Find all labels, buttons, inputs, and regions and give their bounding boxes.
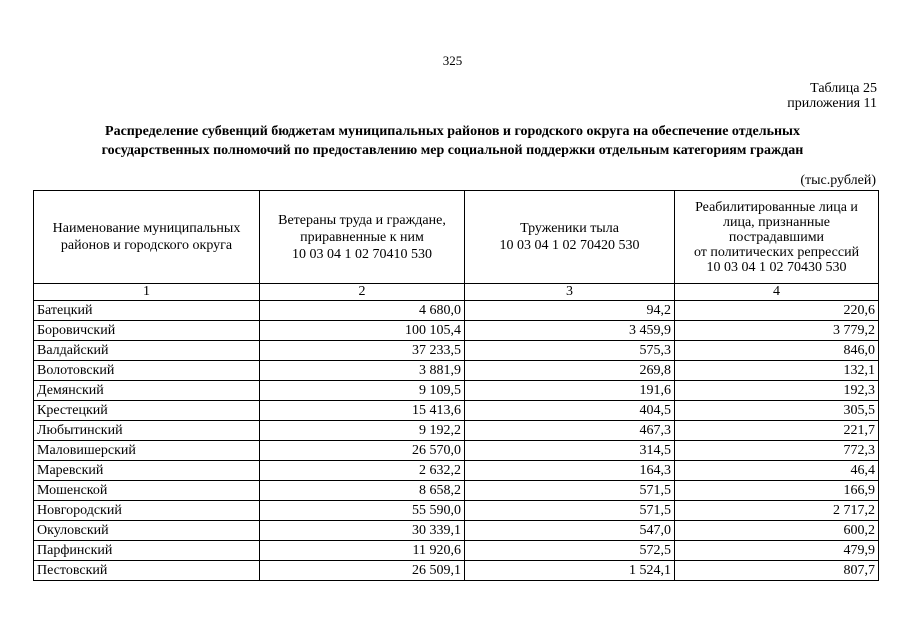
home-front-workers-value: 571,5: [465, 481, 675, 501]
municipality-name: Крестецкий: [34, 401, 260, 421]
header-row: [34, 191, 879, 284]
labor-veterans-value: 3 881,9: [260, 361, 465, 381]
labor-veterans-value: 8 658,2: [260, 481, 465, 501]
header-line: 10 03 04 1 02 70410 530: [292, 246, 432, 262]
table-row: [34, 481, 879, 501]
table-row: [34, 341, 879, 361]
column-number: 2: [260, 284, 465, 301]
labor-veterans-value: 9 109,5: [260, 381, 465, 401]
labor-veterans-value: 2 632,2: [260, 461, 465, 481]
header-line: приравненные к ним: [300, 229, 424, 245]
municipality-name: Валдайский: [34, 341, 260, 361]
rehabilitated-value: 132,1: [675, 361, 879, 381]
units-label: (тыс.рублей): [800, 173, 876, 188]
header-line: от политических репрессий: [693, 244, 860, 260]
header-line: 10 03 04 1 02 70430 530: [706, 259, 847, 275]
labor-veterans-value: 26 509,1: [260, 561, 465, 581]
home-front-workers-value: 1 524,1: [465, 561, 675, 581]
page-number: 325: [442, 53, 463, 68]
home-front-workers-value: 571,5: [465, 501, 675, 521]
municipality-name: Маловишерский: [34, 441, 260, 461]
labor-veterans-value: 30 339,1: [260, 521, 465, 541]
labor-veterans-value: 37 233,5: [260, 341, 465, 361]
table-row: [34, 521, 879, 541]
rehabilitated-value: 305,5: [675, 401, 879, 421]
table-label: Таблица 25: [810, 81, 877, 96]
labor-veterans-value: 9 192,2: [260, 421, 465, 441]
municipality-name: Любытинский: [34, 421, 260, 441]
rehabilitated-value: 772,3: [675, 441, 879, 461]
home-front-workers-value: 314,5: [465, 441, 675, 461]
labor-veterans-value: 11 920,6: [260, 541, 465, 561]
table-body: [34, 301, 879, 581]
appendix-label: приложения 11: [787, 96, 877, 111]
header-line: лица, признанные: [722, 214, 830, 230]
header-line: пострадавшими: [728, 229, 825, 245]
table-row: [34, 561, 879, 581]
municipality-name: Мошенской: [34, 481, 260, 501]
home-front-workers-value: 94,2: [465, 301, 675, 321]
rehabilitated-value: 192,3: [675, 381, 879, 401]
table-reference: [787, 81, 877, 111]
table-row: [34, 461, 879, 481]
home-front-workers-value: 547,0: [465, 521, 675, 541]
header-line: районов и городского округа: [60, 238, 233, 253]
rehabilitated-value: 479,9: [675, 541, 879, 561]
home-front-workers-value: 575,3: [465, 341, 675, 361]
table-row: [34, 541, 879, 561]
header-line: Ветераны труда и граждане,: [278, 212, 446, 228]
labor-veterans-value: 4 680,0: [260, 301, 465, 321]
column-number: 1: [34, 284, 260, 301]
rehabilitated-value: 600,2: [675, 521, 879, 541]
title-line-2: государственных полномочий по предоставлению мер социальной поддержки отдельным категориям граждан: [101, 143, 804, 158]
table-row: [34, 501, 879, 521]
municipality-name: Пестовский: [34, 561, 260, 581]
header-line: 10 03 04 1 02 70420 530: [499, 238, 640, 253]
municipality-name: Волотовский: [34, 361, 260, 381]
header-municipality: [34, 191, 260, 284]
column-number: 3: [465, 284, 675, 301]
header-line: Труженики тыла: [520, 221, 619, 236]
rehabilitated-value: 807,7: [675, 561, 879, 581]
labor-veterans-value: 26 570,0: [260, 441, 465, 461]
home-front-workers-value: 3 459,9: [465, 321, 675, 341]
municipality-name: Парфинский: [34, 541, 260, 561]
home-front-workers-value: 467,3: [465, 421, 675, 441]
municipality-name: Окуловский: [34, 521, 260, 541]
home-front-workers-value: 164,3: [465, 461, 675, 481]
table-row: [34, 441, 879, 461]
home-front-workers-value: 191,6: [465, 381, 675, 401]
table-row: [34, 381, 879, 401]
rehabilitated-value: 2 717,2: [675, 501, 879, 521]
header-labor-veterans: [260, 191, 465, 284]
column-number: 4: [675, 284, 879, 301]
rehabilitated-value: 3 779,2: [675, 321, 879, 341]
title-line-1: Распределение субвенций бюджетам муниципальных районов и городского округа на обеспечение отдельных: [105, 124, 800, 139]
municipality-name: Новгородский: [34, 501, 260, 521]
home-front-workers-value: 269,8: [465, 361, 675, 381]
municipality-name: Маревский: [34, 461, 260, 481]
municipality-name: Демянский: [34, 381, 260, 401]
labor-veterans-value: 15 413,6: [260, 401, 465, 421]
subvention-table: [33, 190, 879, 581]
header-line: Реабилитированные лица и: [695, 199, 858, 215]
table-row: [34, 321, 879, 341]
header-home-front-workers: [465, 191, 675, 284]
column-number-row: [34, 284, 879, 301]
rehabilitated-value: 166,9: [675, 481, 879, 501]
home-front-workers-value: 404,5: [465, 401, 675, 421]
table-row: [34, 301, 879, 321]
rehabilitated-value: 846,0: [675, 341, 879, 361]
table-row: [34, 401, 879, 421]
rehabilitated-value: 220,6: [675, 301, 879, 321]
rehabilitated-value: 221,7: [675, 421, 879, 441]
labor-veterans-value: 100 105,4: [260, 321, 465, 341]
home-front-workers-value: 572,5: [465, 541, 675, 561]
table-row: [34, 361, 879, 381]
labor-veterans-value: 55 590,0: [260, 501, 465, 521]
header-rehabilitated-persons: [675, 191, 879, 284]
rehabilitated-value: 46,4: [675, 461, 879, 481]
table-row: [34, 421, 879, 441]
header-line: Наименование муниципальных: [52, 221, 241, 236]
municipality-name: Боровичский: [34, 321, 260, 341]
municipality-name: Батецкий: [34, 301, 260, 321]
document-title: [30, 122, 875, 160]
